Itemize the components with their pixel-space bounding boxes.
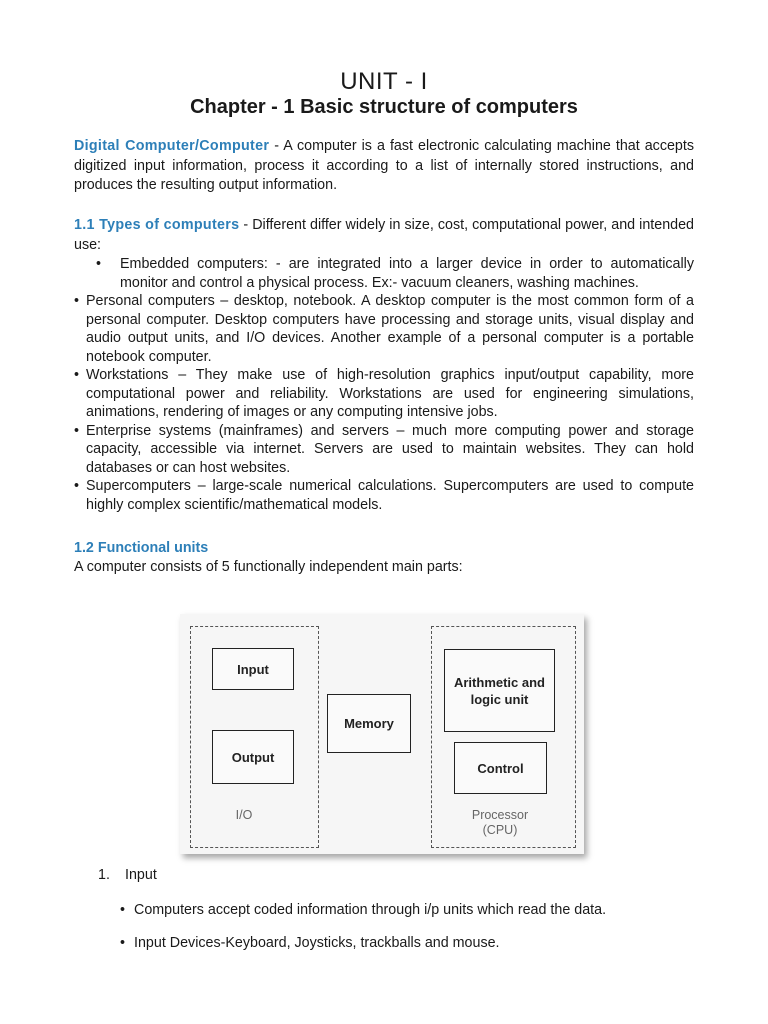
types-bullet-list [74,255,694,514]
sub-bullet-text: Input Devices-Keyboard, Joysticks, trackballs and mouse. [134,935,500,951]
bullet-text: Embedded computers: - are integrated into a larger device in order to automatically monitor and control a physical process. Ex:- vacuum cleaners, washing machines. [120,256,694,291]
bullet-icon: • [74,293,80,309]
unit-title: UNIT - I [340,68,428,95]
bullet-item [74,422,694,478]
chapter-title: Chapter - 1 Basic structure of computers [190,96,578,118]
sub-bullet-text: Computers accept coded information through i/p units which read the data. [134,902,607,918]
io-label: I/O [235,808,253,822]
output-unit-box: Output [212,730,294,784]
bullet-icon: • [96,256,102,272]
memory-unit-box: Memory [327,694,411,753]
bullet-icon: • [120,935,126,951]
intro-paragraph [74,137,694,196]
bullet-icon: • [74,367,80,383]
bullet-item [74,255,694,292]
bullet-item [74,292,694,366]
bullet-item [74,366,694,422]
functional-units-diagram [180,614,584,854]
bullet-text: Workstations – They make use of high-resolution graphics input/output capability, more computational power and reliability. Workstations are used for engineering simulations, animations, rendering of images or any computing intensive jobs. [86,367,694,420]
types-term: 1.1 Types of computers [74,217,240,233]
processor-label: Processor (CPU) [471,808,529,837]
alu-unit-box: Arithmetic and logic unit [444,649,555,732]
intro-text: - A computer is a fast electronic calculating machine that accepts digitized input information, process it according to a list of internally stored instructions, and produces the resulting output information. [74,138,695,193]
functional-units-heading: 1.2 Functional units [74,540,209,556]
list-item-text: Input [125,867,157,883]
bullet-icon: • [74,422,80,439]
sub-bullet-item [120,902,720,918]
control-unit-box: Control [454,742,547,794]
bullet-text: Personal computers – desktop, notebook. A desktop computer is the most common form of a personal computer. Desktop computers have processing and storage units, visual display and audio output units, and I/O devices. Another example of a personal computer is a portable notebook computer. [86,293,694,365]
bullet-text: Supercomputers – large-scale numerical calculations. Supercomputers are used to compute highly complex scientific/mathematical models. [86,478,694,513]
input-unit-box: Input [212,648,294,690]
bullet-icon: • [74,478,80,494]
bullet-icon: • [120,902,126,918]
list-number: 1. [98,867,110,883]
bullet-item [74,477,694,514]
types-paragraph [74,216,694,255]
functional-units-text: A computer consists of 5 functionally independent main parts: [74,559,463,575]
sub-bullet-item [120,935,720,951]
numbered-list-item [98,867,157,883]
types-text: - Different differ widely in size, cost, computational power, and intended use: [74,217,695,253]
intro-term: Digital Computer/Computer [74,138,270,154]
bullet-text: Enterprise systems (mainframes) and servers – much more computing power and storage capacity, accessible via internet. Servers are used to maintain websites. They can hold databases or can host websites. [86,422,694,476]
